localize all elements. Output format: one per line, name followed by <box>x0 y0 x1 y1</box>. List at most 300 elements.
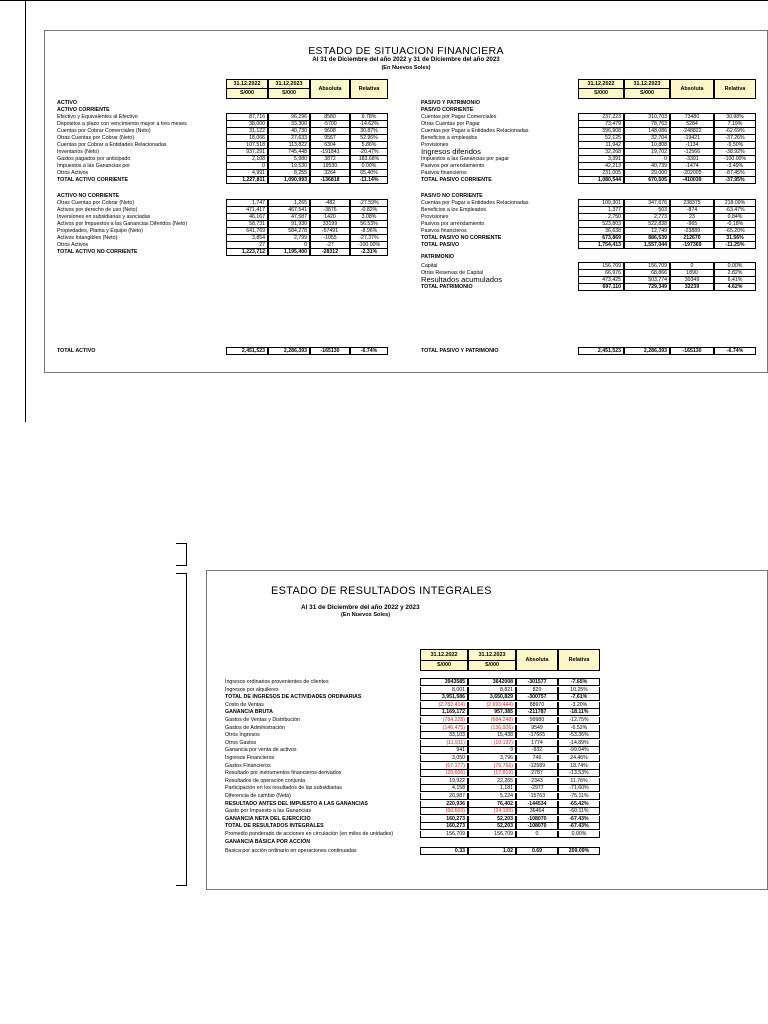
total-row <box>421 235 765 242</box>
value-2023: 584,278 <box>268 228 310 235</box>
row-label: TOTAL DE RESULTADOS INTEGRALES <box>225 823 324 830</box>
value-relative: 56.53% <box>350 221 388 228</box>
table-row <box>57 156 405 163</box>
table-row <box>225 687 765 694</box>
income-statement-units: (En Nuevos Soles) <box>341 612 391 618</box>
value-2023: 40,739 <box>624 163 670 170</box>
income-statement <box>206 570 768 890</box>
row-label: Capital <box>421 263 438 269</box>
value-relative: -27.37% <box>350 235 388 242</box>
value-relative: -18.11% <box>558 709 600 716</box>
value-absolute: -300757 <box>516 694 558 701</box>
page-border-top <box>0 0 768 1</box>
value-2023: 19,530 <box>268 163 310 170</box>
row-label: Pasivos financieros <box>421 170 467 176</box>
table-row <box>421 149 765 156</box>
value-2022: 2,451,523 <box>578 347 624 355</box>
value-2023: 9 <box>468 747 516 754</box>
value-relative: -38.92% <box>714 149 756 156</box>
row-label: Impuestos a las Ganancias por <box>57 163 131 169</box>
value-relative: 0.00% <box>350 163 388 170</box>
value-2023: 96,296 <box>268 113 310 121</box>
value-relative: -0.82% <box>350 207 388 214</box>
value-absolute: 0.69 <box>516 847 558 855</box>
row-label: Pasivos por arrendamiento <box>421 163 485 169</box>
value-2023: (684,248) <box>468 717 516 724</box>
table-row <box>57 149 405 156</box>
col-relative-header: Relativa <box>558 649 600 671</box>
subsection-heading-label: PASIVO NO CORRIENTE <box>421 193 483 199</box>
value-2023: 156,709 <box>468 831 516 838</box>
value-2022: 937,291 <box>226 149 268 156</box>
row-label: Cuentas por Cobrar Comerciales (Neto) <box>57 128 151 134</box>
value-absolute: 238375 <box>670 199 714 207</box>
value-2023: 467,541 <box>268 207 310 214</box>
value-2023: 886,539 <box>624 235 670 242</box>
value-absolute: -23889 <box>670 228 714 235</box>
value-relative: -12.75% <box>558 717 600 724</box>
bracket-line <box>186 543 187 566</box>
value-2023: 3642008 <box>468 678 516 686</box>
value-2023: 76,402 <box>468 801 516 808</box>
value-absolute: -3391 <box>670 156 714 163</box>
value-2022: 33,103 <box>420 732 468 739</box>
value-absolute: 9549 <box>516 725 558 732</box>
value-2022: 156,709 <box>578 262 624 270</box>
row-label: Inversiones en subsidiarias y asociadas <box>57 214 151 220</box>
value-2023: 5,980 <box>268 156 310 163</box>
table-row <box>57 142 405 149</box>
value-relative: 7.19% <box>714 121 756 128</box>
table-row <box>225 717 765 724</box>
row-label: Gastos de Ventas y Distribución <box>225 717 301 723</box>
value-2023: 68,866 <box>624 270 670 277</box>
row-label: Otras Cuentas por Pagar <box>421 121 480 127</box>
row-label: TOTAL PASIVO Y PATRIMONIO <box>421 348 499 354</box>
value-absolute: 3264 <box>310 170 350 177</box>
row-label: Pasivos financieros <box>421 228 467 234</box>
value-2022: 0.33 <box>420 847 468 855</box>
table-row <box>57 242 405 249</box>
table-row <box>57 128 405 135</box>
value-2023: 2,773 <box>624 214 670 221</box>
value-2022: 18,066 <box>226 135 268 142</box>
value-relative: 52.96% <box>350 135 388 142</box>
value-2023: 78,763 <box>624 121 670 128</box>
value-absolute: -1474 <box>670 163 714 170</box>
col-2023-unit: S/000 <box>484 662 500 668</box>
value-2022: 3,391 <box>578 156 624 163</box>
value-2022: 42,213 <box>578 163 624 170</box>
value-relative: -6.52% <box>558 725 600 732</box>
value-relative: -11.14% <box>350 177 388 184</box>
balance-sheet <box>44 30 768 373</box>
value-relative: 11.76% <box>558 778 600 785</box>
value-relative: -67.43% <box>558 816 600 823</box>
value-2023: 5,224 <box>468 793 516 800</box>
value-absolute: 2787 <box>516 770 558 777</box>
table-row <box>57 163 405 170</box>
value-2022: 673,869 <box>578 235 624 242</box>
value-2023: 8,255 <box>268 170 310 177</box>
bracket-line <box>176 885 187 886</box>
value-2022: 697,110 <box>578 284 624 291</box>
grand-total-row <box>421 348 765 355</box>
value-2022: 3,050 <box>420 755 468 762</box>
value-2022: 8,001 <box>420 687 468 694</box>
value-absolute: 746 <box>516 755 558 762</box>
row-label: Ingresos ordinarios provenientes de clientes <box>225 679 329 685</box>
value-relative: 65.40% <box>350 170 388 177</box>
value-2023: 3,796 <box>468 755 516 762</box>
row-label: Otros Gastos <box>225 739 257 746</box>
table-row <box>57 170 405 177</box>
total-row <box>225 823 765 830</box>
value-2023: 12,749 <box>624 228 670 235</box>
value-2022: 473,425 <box>578 277 624 284</box>
value-absolute: -1055 <box>310 235 350 242</box>
value-2023: 347,676 <box>624 199 670 207</box>
row-label: Participación en los resultados de las subsidiarias <box>225 785 342 792</box>
row-label: Depositos a plazo con vencimiento mayor a tres meses <box>57 121 187 127</box>
row-label: Otras Cuentas por Cobrar (Neto) <box>57 135 135 141</box>
value-absolute: 30349 <box>670 277 714 284</box>
value-2022: 3,854 <box>226 235 268 242</box>
value-2022: 2,451,523 <box>226 347 268 355</box>
value-absolute: -27 <box>310 242 350 249</box>
value-2022: 523,803 <box>578 221 624 228</box>
value-relative: -71.60% <box>558 785 600 792</box>
value-2023: 729,349 <box>624 284 670 291</box>
table-row <box>421 135 765 142</box>
col-2022-year: 31.12.2022 <box>227 80 267 89</box>
value-2022: 1,223,712 <box>226 249 268 256</box>
value-2023: 91,930 <box>268 221 310 228</box>
value-absolute: 6304 <box>310 142 350 149</box>
value-2023: 32,704 <box>624 135 670 142</box>
table-row <box>421 163 765 170</box>
value-absolute: -28312 <box>310 249 350 256</box>
row-label: Basica por acción ordinario en operaciones continuadas <box>225 848 357 855</box>
value-relative: -67.43% <box>558 823 600 830</box>
col-2023-unit: S/000 <box>639 90 655 97</box>
value-2022: 87,716 <box>226 113 268 121</box>
table-row <box>57 207 405 214</box>
grand-total-row <box>57 348 405 355</box>
value-relative: -6.74% <box>350 347 388 355</box>
value-2022: 0 <box>226 163 268 170</box>
value-relative: 24.46% <box>558 755 600 762</box>
value-absolute: 1420 <box>310 214 350 221</box>
table-row <box>421 121 765 128</box>
value-absolute: 23 <box>670 214 714 221</box>
assets-column <box>57 31 405 371</box>
value-relative: 0.84% <box>714 214 756 221</box>
value-2022: 20,987 <box>420 793 468 800</box>
value-absolute: -165130 <box>310 347 350 355</box>
value-relative: -13.53% <box>558 770 600 777</box>
value-2022: 1,747 <box>226 199 268 207</box>
value-2023: 957,385 <box>468 709 516 716</box>
value-absolute: 1890 <box>670 270 714 277</box>
value-relative: 9.78% <box>350 113 388 121</box>
income-rows <box>225 571 765 889</box>
table-row <box>421 277 765 284</box>
row-label: Activos por derecho de uso (Neto) <box>57 207 138 213</box>
value-2023: 503 <box>624 207 670 214</box>
value-absolute: 5284 <box>670 121 714 128</box>
value-relative: -65.20% <box>714 228 756 235</box>
value-2023: 3,650,829 <box>468 694 516 701</box>
row-label: Gastos de Administración <box>225 724 286 731</box>
value-relative: -2.31% <box>350 249 388 256</box>
value-2023: (24,199) <box>468 808 516 815</box>
row-label: Otros Activos <box>57 170 89 176</box>
value-absolute: -482 <box>310 199 350 207</box>
value-relative: 4.62% <box>714 284 756 291</box>
value-2022: 3943585 <box>420 678 468 686</box>
value-2022: (784,228) <box>420 717 468 724</box>
value-2022: 160,273 <box>420 816 468 823</box>
table-row <box>421 214 765 221</box>
value-2023: 148,086 <box>624 128 670 135</box>
table-row <box>225 740 765 747</box>
value-2023: 745,448 <box>268 149 310 156</box>
value-absolute: -12566 <box>670 149 714 156</box>
table-row <box>225 848 765 855</box>
value-relative: -75.11% <box>558 793 600 800</box>
value-absolute: -965 <box>670 221 714 228</box>
value-2023: (17,819) <box>468 770 516 777</box>
value-relative: -62.69% <box>714 128 756 135</box>
value-2022: 2,750 <box>578 214 624 221</box>
balance-sheet-units: (En Nuevos Soles) <box>381 65 431 71</box>
row-label: TOTAL ACTIVO CORRIENTE <box>57 177 129 183</box>
row-label: Cuentas por Pagar Comerciales <box>421 114 497 120</box>
table-row <box>57 135 405 142</box>
total-row <box>225 801 765 808</box>
value-2022: 109,301 <box>578 199 624 207</box>
value-2023: 156,709 <box>624 262 670 270</box>
table-row <box>225 778 765 785</box>
table-row <box>421 114 765 121</box>
row-label: TOTAL PASIVO NO CORRIENTE <box>421 235 502 241</box>
row-label: Otras Reservas de Capital <box>421 270 484 276</box>
value-relative: 218.09% <box>714 199 756 207</box>
row-label: Resultados acumulados <box>421 275 503 284</box>
value-relative: -99.04% <box>558 747 600 754</box>
col-2022-year: 31.12.2022 <box>579 80 623 89</box>
value-absolute: -15763 <box>516 793 558 800</box>
value-relative: 5.86% <box>350 142 388 149</box>
row-label: TOTAL PATRIMONIO <box>421 284 473 290</box>
row-label: GANANCIA BÁSICA POR ACCIÓN <box>225 838 311 845</box>
table-row <box>225 785 765 792</box>
value-2022: (60,663) <box>420 808 468 815</box>
value-2023: 29,000 <box>624 170 670 177</box>
value-2022: 4,991 <box>226 170 268 177</box>
row-label: RESULTADO ANTES DEL IMPUESTO A LAS GANANCIAS <box>225 800 368 807</box>
row-label: Costo de Ventas <box>225 701 264 708</box>
value-relative: -65.42% <box>558 801 600 808</box>
value-absolute: 32239 <box>670 284 714 291</box>
row-label: Gasto por Impuesto a las Ganancias <box>225 808 311 815</box>
table-row <box>225 679 765 686</box>
value-2023: 2,799 <box>268 235 310 242</box>
value-2023: 10,808 <box>624 142 670 149</box>
value-2022: (2,782,414) <box>420 702 468 709</box>
row-label: Diferencia de cambio (Neta) <box>225 793 291 799</box>
table-row <box>421 228 765 235</box>
value-relative: 3.08% <box>350 214 388 221</box>
value-absolute: -197369 <box>670 242 714 249</box>
col-2023-year: 31.12.2023 <box>269 80 309 89</box>
value-2023: 52,203 <box>468 816 516 823</box>
value-relative: -7.65% <box>558 678 600 686</box>
row-label: Pasivos por arrendamiento <box>421 221 485 227</box>
col-relative-header: Relativa <box>350 79 388 99</box>
col-2023-year: 31.12.2023 <box>625 80 669 89</box>
col-absolute-header: Absoluta <box>670 79 714 99</box>
value-absolute: 8580 <box>310 113 350 121</box>
value-2023: 33,300 <box>268 121 310 128</box>
table-row <box>225 793 765 800</box>
row-label: Cuentas por Pagar a Entidades Relacionadas <box>421 200 529 206</box>
value-absolute: 0 <box>670 262 714 270</box>
value-2023: 310,703 <box>624 113 670 121</box>
value-2023: 670,505 <box>624 177 670 184</box>
value-2023: (136,926) <box>468 725 516 732</box>
value-2023: 47,587 <box>268 214 310 221</box>
row-label: Provisiones <box>421 142 449 148</box>
table-row <box>57 235 405 242</box>
value-absolute: -136818 <box>310 177 350 184</box>
table-row <box>225 808 765 815</box>
value-2022: 237,223 <box>578 113 624 121</box>
row-label: TOTAL DE INGRESOS DE ACTIVIDADES ORDINARIAS <box>225 694 362 701</box>
col-2023-unit: S/000 <box>281 90 297 97</box>
col-2022-year: 31.12.2022 <box>421 650 467 661</box>
value-2023: 8,821 <box>468 687 516 694</box>
table-row <box>57 200 405 207</box>
section-heading-label: ACTIVO <box>57 100 78 106</box>
subsection-heading <box>421 254 765 261</box>
table-row <box>421 128 765 135</box>
balance-sheet-title: ESTADO DE SITUACION FINANCIERA <box>308 45 504 57</box>
value-relative: -27.59% <box>350 199 388 207</box>
value-2022: (11,911) <box>420 740 468 747</box>
subsection-heading-label: ACTIVO NO CORRIENTE <box>57 193 120 199</box>
col-relative-header: Relativa <box>714 79 756 99</box>
value-2023: 19,702 <box>624 149 670 156</box>
row-label: Promedio ponderado de acciones en circulación (en miles de unidades) <box>225 831 394 837</box>
value-2022: (20,606) <box>420 770 468 777</box>
col-absolute-header: Absoluta <box>310 79 350 99</box>
value-relative: -60.11% <box>558 808 600 815</box>
value-relative: -0.18% <box>714 221 756 228</box>
value-2023: 2,286,393 <box>624 347 670 355</box>
value-2023: 52,203 <box>468 823 516 830</box>
table-row <box>421 170 765 177</box>
table-row <box>225 747 765 754</box>
value-absolute: 820 <box>516 687 558 694</box>
income-statement-subtitle: Al 31 de Diciembre del año 2022 y 2023 <box>301 604 420 611</box>
value-absolute: -211787 <box>516 709 558 716</box>
row-label: Resultado por instrumentos financieros derivados <box>225 770 342 777</box>
value-2023: 503,774 <box>624 277 670 284</box>
value-absolute: -1134 <box>670 142 714 149</box>
value-2023: 1,265 <box>268 199 310 207</box>
row-label: Beneficios a los Empleados <box>421 207 487 213</box>
total-row <box>57 249 405 256</box>
table-row <box>421 263 765 270</box>
value-relative: 18.74% <box>558 763 600 770</box>
value-2022: 58,731 <box>226 221 268 228</box>
row-label: TOTAL PASIVO <box>421 242 460 248</box>
table-row <box>225 770 765 777</box>
value-absolute: -874 <box>670 207 714 214</box>
value-relative: -100.00% <box>350 242 388 249</box>
row-label: Gastos Financieros <box>225 762 271 769</box>
table-row <box>421 221 765 228</box>
value-2022: 27 <box>226 242 268 249</box>
bracket-line <box>176 565 187 566</box>
value-absolute: -301577 <box>516 678 558 686</box>
total-row <box>225 816 765 823</box>
table-row <box>421 207 765 214</box>
value-relative: -3.20% <box>558 702 600 709</box>
value-absolute: -3876 <box>310 207 350 214</box>
row-label: TOTAL PASIVO CORRIENTE <box>421 177 492 183</box>
value-2023: 2,286,393 <box>268 347 310 355</box>
value-2023: 1,195,400 <box>268 249 310 256</box>
value-2023: (10,137) <box>468 740 516 747</box>
subsection-heading-label: PASIVO CORRIENTE <box>421 107 474 113</box>
value-relative: 183.68% <box>350 156 388 163</box>
subsection-heading-label: PATRIMONIO <box>421 254 455 260</box>
value-2022: 641,769 <box>226 228 268 235</box>
value-2022: 1,169,172 <box>420 709 468 716</box>
value-absolute: 1774 <box>516 740 558 747</box>
bracket-line <box>186 573 187 886</box>
value-absolute: -165130 <box>670 347 714 355</box>
value-2022: 38,000 <box>226 121 268 128</box>
section-heading <box>421 100 765 107</box>
table-row <box>421 200 765 207</box>
value-2022: 3,951,586 <box>420 694 468 701</box>
value-absolute: 2343 <box>516 778 558 785</box>
value-relative: -53.36% <box>558 732 600 739</box>
value-2023: 0 <box>268 242 310 249</box>
value-absolute: -202005 <box>670 170 714 177</box>
table-row <box>225 755 765 762</box>
value-relative: 31.56% <box>714 235 756 242</box>
col-2022-unit: S/000 <box>239 90 255 97</box>
row-label: Activos por Impuestos a las Ganancias Diferidos (Neto) <box>57 221 188 227</box>
total-row <box>225 709 765 716</box>
row-label: Ingresos por alquileres <box>225 686 279 693</box>
value-absolute: 9567 <box>310 135 350 142</box>
value-relative: 6.41% <box>714 277 756 284</box>
row-label: Impuestos a las Ganancias por pagar <box>421 156 510 162</box>
value-absolute: 3872 <box>310 156 350 163</box>
value-absolute: 0 <box>516 831 558 838</box>
value-2022: 52,125 <box>578 135 624 142</box>
value-2023: 1.02 <box>468 847 516 855</box>
value-2022: 11,942 <box>578 142 624 149</box>
value-absolute: -19421 <box>670 135 714 142</box>
value-2023: (79,766) <box>468 763 516 770</box>
